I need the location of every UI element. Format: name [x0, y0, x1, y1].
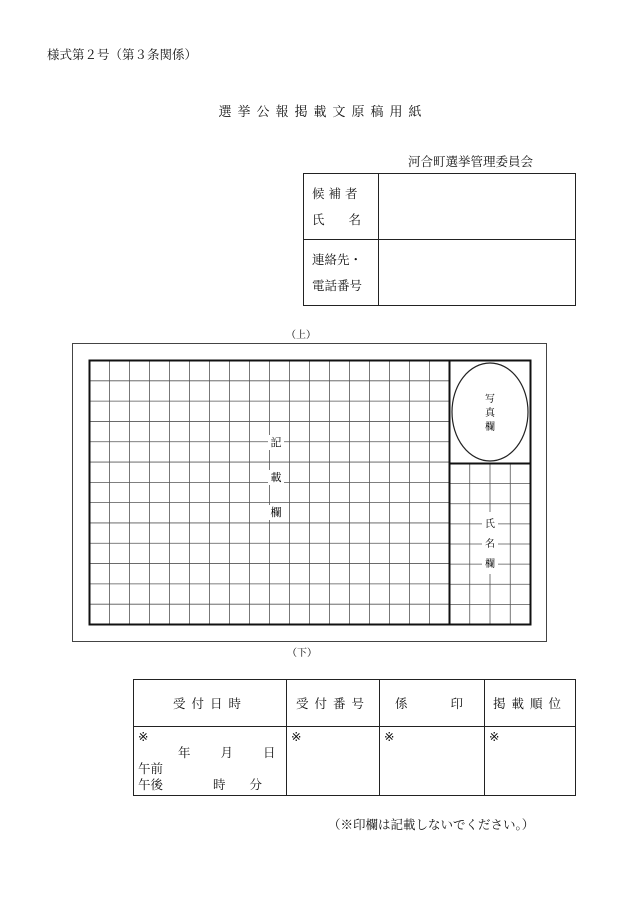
- photo-column-label: [485, 393, 496, 433]
- hour-label: 時: [213, 777, 226, 792]
- minute-label: 分: [249, 777, 263, 792]
- contact-label-line2: 電話番号: [312, 277, 363, 293]
- form-number: 様式第２号（第３条関係）: [47, 47, 198, 62]
- header-reception-number: 受付番号: [287, 680, 380, 727]
- header-reception-datetime: 受付日時: [134, 680, 287, 727]
- top-label: （上）: [286, 330, 316, 341]
- photo-label-char: 真: [485, 408, 495, 419]
- name-label-mei: 名: [348, 211, 362, 227]
- day-label: 日: [263, 745, 276, 760]
- bottom-label: （下）: [287, 648, 317, 659]
- photo-label-char: 写: [485, 394, 495, 405]
- committee-name: 河合町選挙管理委員会: [408, 154, 534, 169]
- photo-label-char: 欄: [485, 422, 495, 433]
- entry-label-char: 載: [270, 471, 282, 484]
- header-publication-order: 掲載順位: [485, 680, 576, 727]
- year-label: 年: [178, 745, 191, 760]
- am-label: 午前: [138, 761, 164, 776]
- mark: ※: [384, 729, 395, 744]
- month-label: 月: [220, 745, 234, 760]
- mark: ※: [291, 729, 302, 744]
- name-label-char: 氏: [485, 519, 495, 530]
- header-staff-seal: 係 印: [380, 680, 485, 727]
- reception-number-cell: [287, 727, 380, 796]
- pm-row: [138, 777, 282, 793]
- name-label-char: 欄: [485, 559, 495, 570]
- publication-order-cell: [485, 727, 576, 796]
- entry-column-label: [268, 435, 284, 520]
- entry-label-char: 記: [270, 436, 282, 449]
- contact-label-line1: 連絡先・: [312, 251, 363, 267]
- page-title: 選挙公報掲載文原稿用紙: [218, 105, 428, 120]
- footer-note: （※印欄は記載しないでください。）: [328, 817, 535, 832]
- date-row: [138, 745, 282, 761]
- reception-table: [133, 679, 576, 796]
- reception-datetime-cell: [134, 727, 287, 796]
- name-label-line1: 候 補 者: [312, 185, 358, 201]
- entry-label-char: 欄: [270, 506, 282, 519]
- pm-label: 午後: [138, 777, 164, 792]
- staff-seal-cell: [380, 727, 485, 796]
- name-label-shi: 氏: [312, 211, 325, 227]
- mark: ※: [489, 729, 500, 744]
- name-column-label: [482, 512, 498, 574]
- name-label-char: 名: [485, 539, 495, 550]
- mark: ※: [138, 729, 149, 744]
